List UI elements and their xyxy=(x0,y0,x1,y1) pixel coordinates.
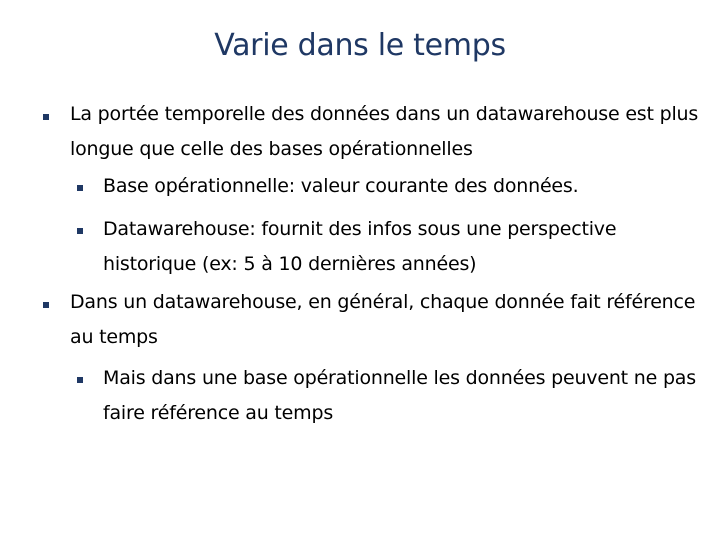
sub-bullet-marker-icon xyxy=(77,185,83,191)
bullet-item-1: La portée temporelle des données dans un datawarehouse est plus longue que celle des bases opérationnelles xyxy=(70,103,699,160)
bullet-marker-icon xyxy=(43,114,49,120)
bullet-item-2: Dans un datawarehouse, en général, chaque donnée fait référence au temps xyxy=(70,291,696,348)
sub-bullet-marker-icon xyxy=(77,377,83,383)
sub-bullet-marker-icon xyxy=(77,228,83,234)
slide-title: Varie dans le temps xyxy=(214,28,506,63)
sub-bullet-item-1-2: Datawarehouse: fournit des infos sous une perspective historique (ex: 5 à 10 dernières années) xyxy=(103,218,617,275)
sub-bullet-item-2-1: Mais dans une base opérationnelle les données peuvent ne pas faire référence au temps xyxy=(103,367,696,424)
bullet-marker-icon xyxy=(43,302,49,308)
sub-bullet-item-1-1: Base opérationnelle: valeur courante des données. xyxy=(103,175,579,197)
